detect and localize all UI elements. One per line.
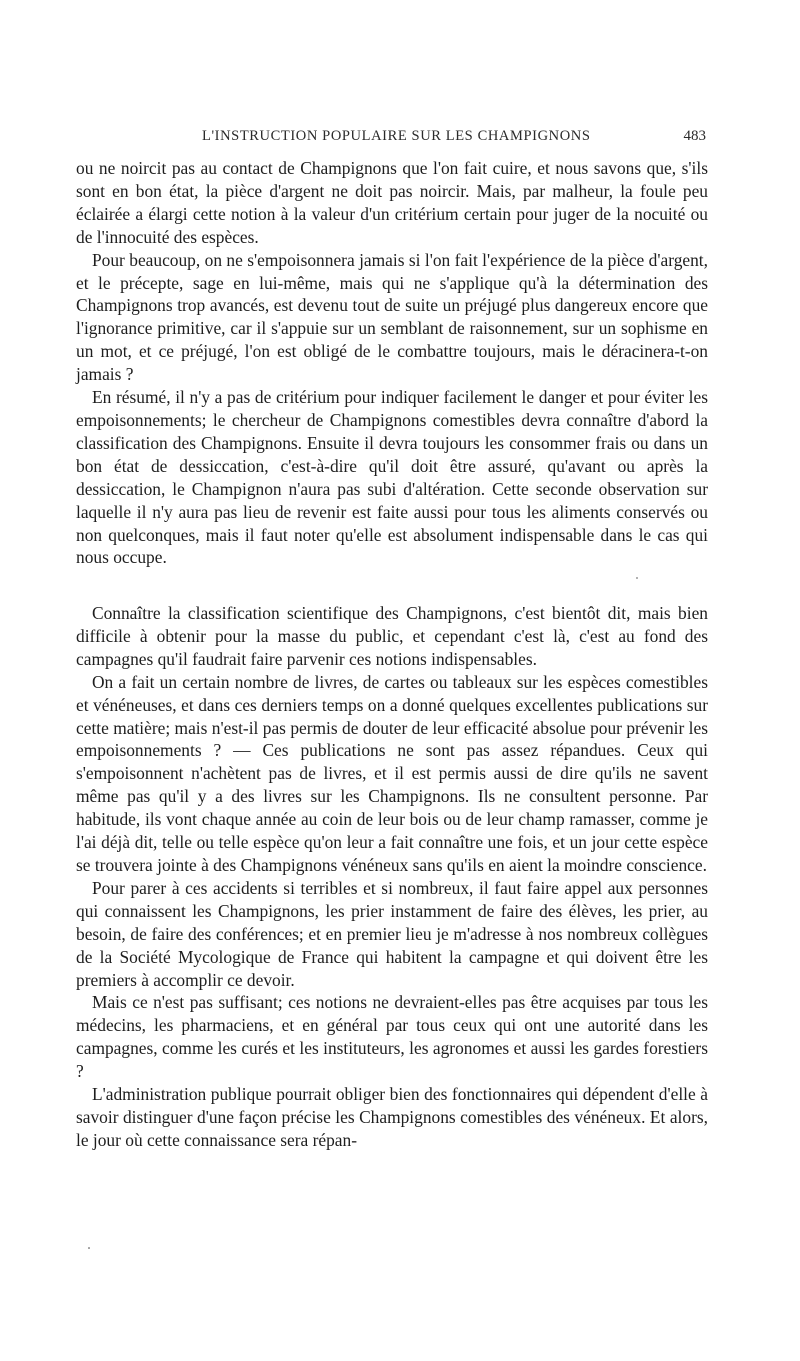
ink-speck <box>636 577 638 579</box>
paragraph: On a fait un certain nombre de livres, de cartes ou tableaux sur les espèces comestibles et vénéneuses, et dans ces derniers temps on a donné quelques excellentes publications sur cette matière; mais n'est-il pas permis de douter de leur efficacité absolue pour prévenir les empoisonnements ? — Ces publications ne sont pas assez répandues. Ceux qui s'empoisonnent n'achètent pas de livres, et il est permis aussi de dire qu'ils ne savent même pas qu'il y a des livres sur les Champignons. Ils ne consultent personne. Par habitude, ils vont chaque année au coin de leur bois ou de leur champ ramasser, comme je l'ai déjà dit, telle ou telle espèce qu'on leur a fait connaître une fois, et un jour cette espèce se trouvera jointe à des Champignons vénéneux sans qu'ils en aient la moindre conscience. <box>76 671 708 875</box>
text-section-two <box>76 602 708 1152</box>
ink-speck <box>88 1247 90 1249</box>
text-section-one <box>76 157 708 569</box>
paragraph: Pour parer à ces accidents si terribles et si nombreux, il faut faire appel aux personnes qui connaissent les Champignons, les prier instamment de faire des élèves, les prier, au besoin, de faire des conférences; et en premier lieu je m'adresse à nos nombreux collègues de la Société Mycologique de France qui habitent la campagne et qui doivent être les premiers à accomplir ce devoir. <box>76 877 708 990</box>
running-header <box>78 128 706 148</box>
paragraph: En résumé, il n'y a pas de critérium pour indiquer facilement le danger et pour éviter les empoisonnements; le chercheur de Champignons comestibles devra connaître d'abord la classification des Champignons. Ensuite il devra toujours les consommer frais ou dans un bon état de dessiccation, c'est-à-dire qu'il doit être assuré, qu'avant ou après la dessiccation, le Champignon n'aura pas subi d'altération. Cette seconde observation sur laquelle il n'y aura pas lieu de revenir est faite aussi pour tous les aliments conservés ou non quelconques, mais il faut noter qu'elle est absolument indispensable dans le cas qui nous occupe. <box>76 387 708 568</box>
paragraph: Connaître la classification scientifique des Champignons, c'est bientôt dit, mais bien difficile à obtenir pour la masse du public, et cependant c'est là, c'est au fond des campagnes qu'il faudrait faire parvenir ces notions indispensables. <box>76 603 708 669</box>
paragraph: ou ne noircit pas au contact de Champignons que l'on fait cuire, et nous savons que, s'ils sont en bon état, la pièce d'argent ne doit pas noircir. Mais, par malheur, la foule peu éclairée a élargi cette notion à la valeur d'un critérium certain pour juger de la nocuité ou de l'innocuité des espèces. <box>76 158 708 247</box>
paragraph: Mais ce n'est pas suffisant; ces notions ne devraient-elles pas être acquises par tous les médecins, les pharmaciens, et en général par tous ceux qui ont une autorité dans les campagnes, comme les curés et les instituteurs, les agronomes et aussi les gardes forestiers ? <box>76 992 708 1082</box>
page-number: 483 <box>683 128 706 144</box>
paragraph: L'administration publique pourrait obliger bien des fonctionnaires qui dépendent d'elle à savoir distinguer d'une façon précise les Champignons comestibles des vénéneux. Et alors, le jour où cette connaissance sera répan- <box>76 1084 708 1150</box>
paragraph: Pour beaucoup, on ne s'empoisonnera jamais si l'on fait l'expérience de la pièce d'argent, et le précepte, sage en lui-même, mais qui ne s'applique qu'à la détermination des Champignons trop avancés, est devenu tout de suite un préjugé plus dangereux encore que l'ignorance primitive, car il s'appuie sur un semblant de raisonnement, sur un sophisme en un mot, et ce préjugé, l'on est obligé de le combattre toujours, mais le déracinera-t-on jamais ? <box>76 249 708 385</box>
running-title: L'INSTRUCTION POPULAIRE SUR LES CHAMPIGNONS <box>202 128 591 144</box>
